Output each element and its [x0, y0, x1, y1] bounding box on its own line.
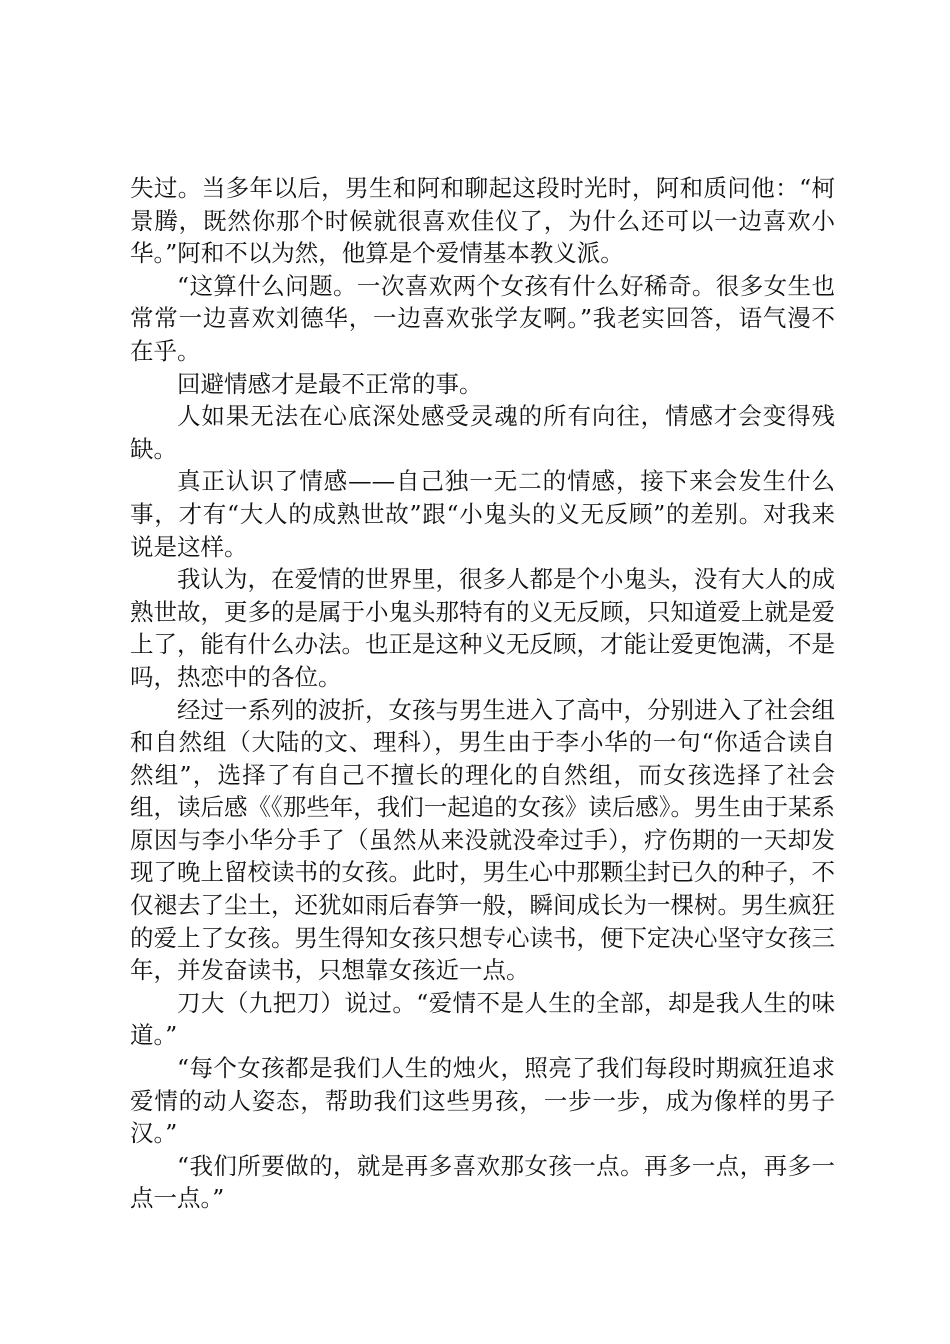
paragraph: 回避情感才是最不正常的事。 — [177, 369, 483, 398]
paragraph: 刀大（九把刀）说过。“爱情不是人生的全部，却是我人生的味道。” — [130, 988, 835, 1050]
paragraph: “这算什么问题。一次喜欢两个女孩有什么好稀奇。很多女生也常常一边喜欢刘德华，一边喜欢张学友啊。”我老实回答，语气漫不在乎。 — [130, 271, 835, 365]
paragraph: 经过一系列的波折，女孩与男生进入了高中，分别进入了社会组和自然组（大陆的文、理科），男生由于李小华的一句“你适合读自然组”，选择了有自己不擅长的理化的自然组，而女孩选择了社会组，读后感《《那些年，我们一起追的女孩》读后感》。男生由于某系原因与李小华分手了（虽然从来没就没牵过手），疗伤期的一天却发现了晚上留校读书的女孩。此时，男生心中那颗尘封已久的种子，不仅褪去了尘土，还犹如雨后春笋一般，瞬间成长为一棵树。男生疯狂的爱上了女孩。男生得知女孩只想专心读书，便下定决心坚守女孩三年，并发奋读书，只想靠女孩近一点。 — [130, 695, 835, 985]
paragraph: 真正认识了情感——自己独一无二的情感，接下来会发生什么事，才有“大人的成熟世故”跟“小鬼头的义无反顾”的差别。对我来说是这样。 — [130, 467, 835, 561]
paragraph: “每个女孩都是我们人生的烛火，照亮了我们每段时期疯狂追求爱情的动人姿态，帮助我们这些男孩，一步一步，成为像样的男子汉。” — [130, 1054, 835, 1148]
paragraph: 我认为，在爱情的世界里，很多人都是个小鬼头，没有大人的成熟世故，更多的是属于小鬼头那特有的义无反顾，只知道爱上就是爱上了，能有什么办法。也正是这种义无反顾，才能让爱更饱满，不是吗，热恋中的各位。 — [130, 565, 835, 691]
paragraph: 失过。当多年以后，男生和阿和聊起这段时光时，阿和质问他：“柯景腾，既然你那个时候就很喜欢佳仪了，为什么还可以一边喜欢小华。”阿和不以为然，他算是个爱情基本教义派。 — [130, 174, 835, 268]
document-body — [130, 172, 835, 1215]
paragraph: “我们所要做的，就是再多喜欢那女孩一点。再多一点，再多一点一点。” — [130, 1151, 835, 1213]
paragraph: 人如果无法在心底深处感受灵魂的所有向往，情感才会变得残缺。 — [130, 402, 835, 463]
